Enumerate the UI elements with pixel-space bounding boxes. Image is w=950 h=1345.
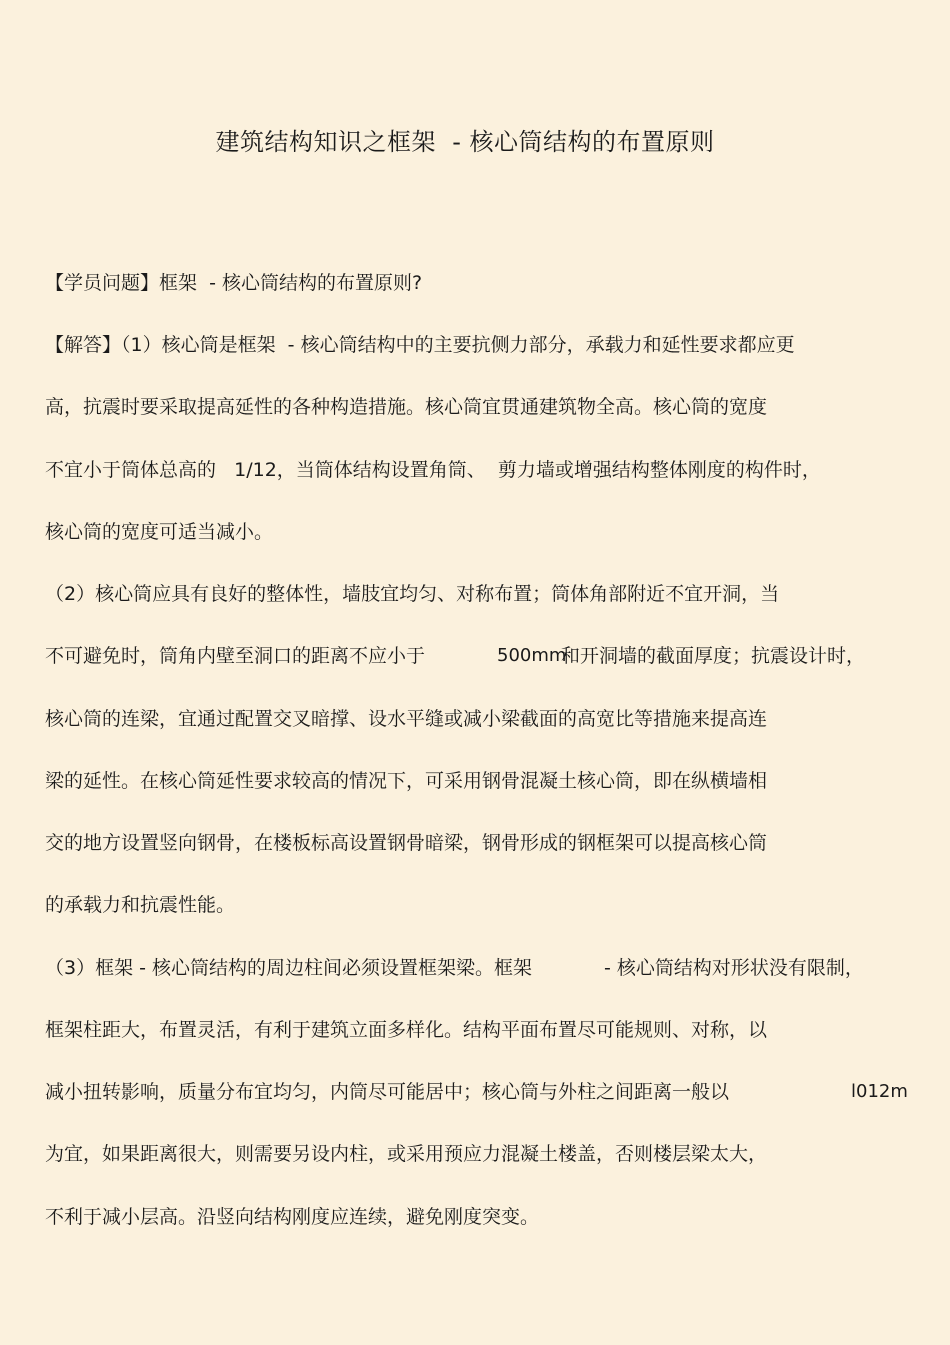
answer-line-1: 【解答】（1）核心筒是框架 - 核心筒结构中的主要抗侧力部分，承载力和延性要求都应更 <box>45 334 795 356</box>
question-line: 【学员问题】框架 - 核心筒结构的布置原则? <box>45 272 423 294</box>
answer-line-4: 核心筒的宽度可适当减小。 <box>45 521 274 543</box>
answer-line-12: 框架柱距大，布置灵活，有利于建筑立面多样化。结构平面布置尽可能规则、对称，以 <box>45 1019 768 1041</box>
answer-line-3: 不宜小于筒体总高的 1/12，当筒体结构设置角筒、 剪力墙或增强结构整体刚度的构件时， <box>45 459 821 481</box>
answer-line-7: 核心筒的连梁，宜通过配置交叉暗撑、设水平缝或减小梁截面的高宽比等措施来提高连 <box>45 708 768 730</box>
dimension-500mm: 500mm <box>497 645 567 666</box>
answer-line-2: 高，抗震时要采取提高延性的各种构造措施。核心筒宜贯通建筑物全高。核心筒的宽度 <box>45 396 768 418</box>
answer-line-9: 交的地方设置竖向钢骨，在楼板标高设置钢骨暗梁，钢骨形成的钢框架可以提高核心筒 <box>45 832 768 854</box>
answer-line-10: 的承载力和抗震性能。 <box>45 894 236 916</box>
answer-line-15: 不利于减小层高。沿竖向结构刚度应连续，避免刚度突变。 <box>45 1206 540 1228</box>
answer-line-8: 梁的延性。在核心筒延性要求较高的情况下，可采用钢骨混凝土核心筒，即在纵横墙相 <box>45 770 768 792</box>
document-title: 建筑结构知识之框架 - 核心筒结构的布置原则 <box>215 128 715 156</box>
answer-line-13: 减小扭转影响，质量分布宜均匀，内筒尽可能居中；核心筒与外柱之间距离一般以 <box>45 1081 730 1103</box>
distance-value: l012m <box>851 1081 908 1102</box>
answer-line-6: 不可避免时，筒角内壁至洞口的距离不应小于 <box>45 645 426 667</box>
answer-line-5: （2）核心筒应具有良好的整体性，墙肢宜均匀、对称布置；筒体角部附近不宜开洞，当 <box>45 583 780 605</box>
answer-line-11: （3）框架 - 核心筒结构的周边柱间必须设置框架梁。框架 <box>45 957 533 979</box>
answer-line-6-tail: 和开洞墙的截面厚度；抗震设计时， <box>561 645 866 667</box>
answer-line-14: 为宜，如果距离很大，则需要另设内柱，或采用预应力混凝土楼盖，否则楼层梁太大， <box>45 1143 768 1165</box>
answer-line-11-tail: - 核心筒结构对形状没有限制， <box>604 957 864 979</box>
